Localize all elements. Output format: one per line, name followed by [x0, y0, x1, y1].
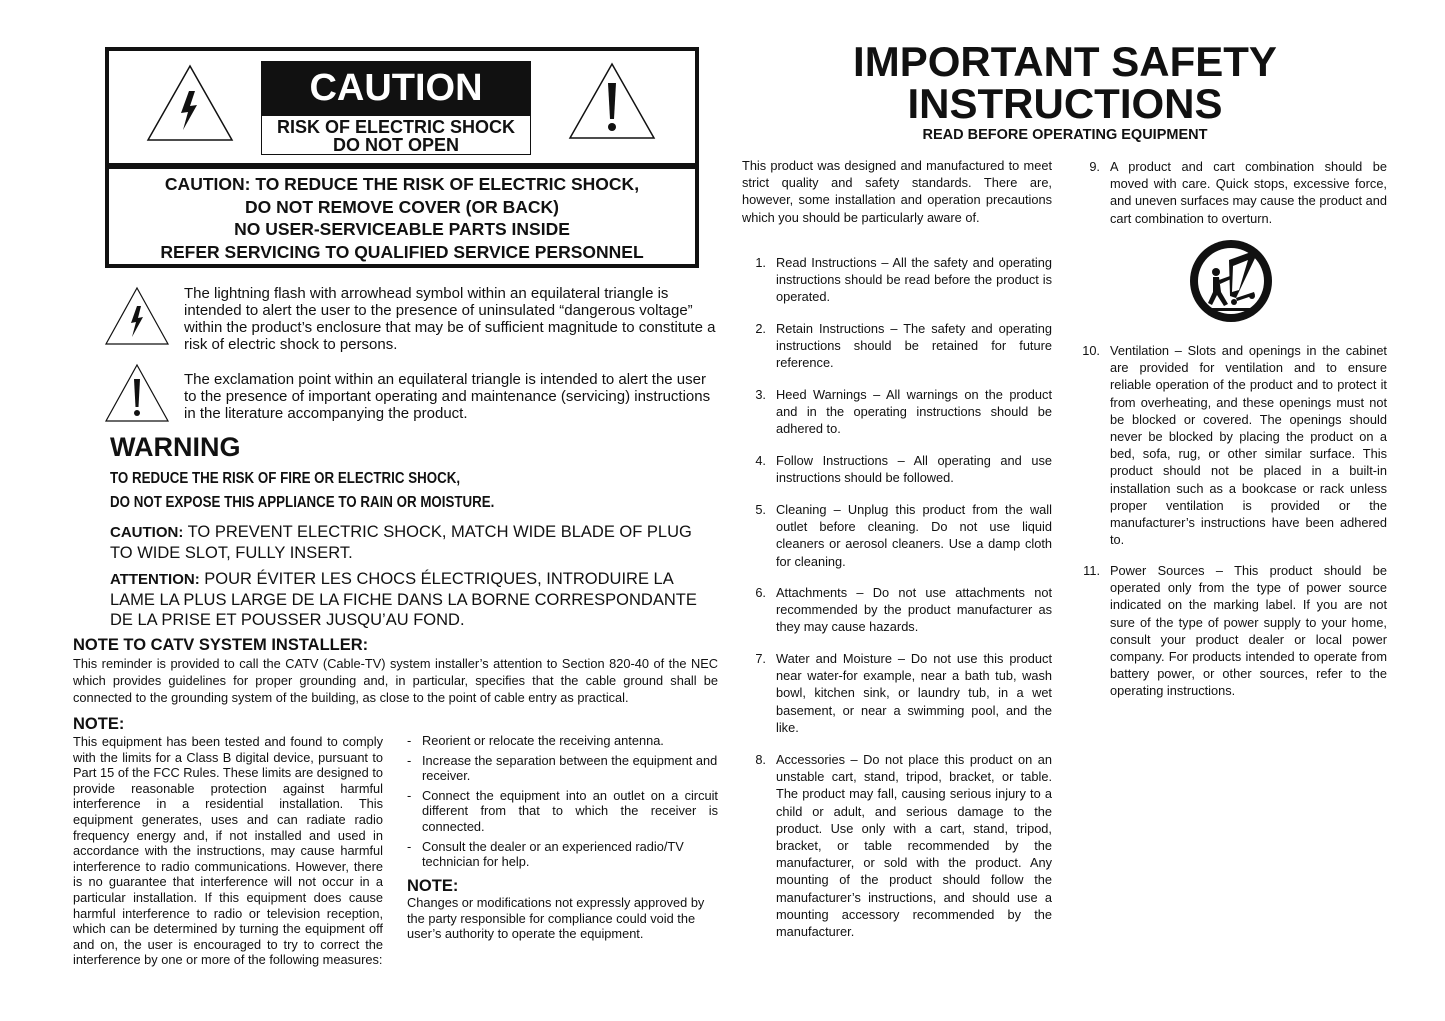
- safety-subtitle: READ BEFORE OPERATING EQUIPMENT: [922, 127, 1208, 143]
- caution-title: CAUTION: [261, 61, 531, 115]
- instruction-text: Power Sources – This product should be operated only from the type of power source indicated on the marking label. If you are not sure of the type of power supply to your home, consult your product dealer or local power company. For products intended to operate from battery power, or other sources, refer to the operating instructions.: [1110, 563, 1387, 699]
- list-item: [407, 733, 718, 749]
- instruction-number: 2.: [755, 321, 766, 336]
- attention-french: [110, 569, 718, 630]
- instruction-text: Retain Instructions – The safety and operating instructions should be retained for future reference.: [776, 321, 1052, 371]
- instruction-number: 10.: [1082, 343, 1100, 358]
- cart-tipover-icon: [1186, 238, 1276, 324]
- caution-line: NO USER-SERVICEABLE PARTS INSIDE: [234, 219, 570, 239]
- fcc-note-body: This equipment has been tested and found to comply with the limits for a Class B digital device, pursuant to Part 15 of the FCC Rules. These limits are designed to provide reasonable protection against harmful interference in a residential installation. This equipment generates, uses and can radiate radio frequency energy and, if not installed and used in accordance with the instructions, may cause harmful interference to radio communications. However, there is no guarantee that interference will not occur in a particular installation. If this equipment does cause harmful interference to radio or television reception, which can be determined by turning the equipment off and on, the user is encouraged to try to correct the interference by one or more of the following measures:: [73, 734, 383, 968]
- measure-text: Increase the separation between the equipment and receiver.: [422, 752, 718, 784]
- dash-bullet: -: [407, 733, 412, 748]
- instruction-number: 7.: [755, 651, 766, 666]
- caution-subtitle: [261, 115, 531, 155]
- caution-lines: [109, 173, 695, 263]
- exclamation-warning-icon: [567, 61, 657, 141]
- instruction-number: 11.: [1083, 563, 1100, 578]
- instruction-text: Cleaning – Unplug this product from the wall outlet before cleaning. Do not use liquid cleaners or aerosol cleaners. Use a damp cloth for cleaning.: [776, 502, 1052, 569]
- list-item: [407, 839, 718, 870]
- instruction-number: 3.: [755, 387, 766, 402]
- catv-title: NOTE TO CATV SYSTEM INSTALLER:: [73, 636, 369, 654]
- instruction-text: Follow Instructions – All operating and use instructions should be followed.: [776, 453, 1052, 486]
- list-item: [407, 753, 718, 784]
- instruction-text: Ventilation – Slots and openings in the cabinet are provided for ventilation and to ensure reliable operation of the product and to protect it from overheating, and these openings must not be blocked or covered. The openings should never be blocked by placing the product on a bed, sofa, rug, or other similar surface. This product should not be placed in a built-in installation such as a bookcase or rack unless proper ventilation is provided or the manufacturer’s instructions have been adhered to.: [1110, 343, 1387, 548]
- note2-title: NOTE:: [407, 877, 459, 895]
- list-item: [407, 788, 718, 835]
- exclamation-symbol-description: The exclamation point within an equilateral triangle is intended to alert the user to the presence of important operating and maintenance (servicing) instructions in the literature accompanying the product.: [184, 371, 711, 422]
- instruction-number: 4.: [755, 453, 766, 468]
- instruction-number: 1.: [755, 255, 766, 270]
- interference-measures: [407, 733, 718, 874]
- caution-sub-line1: RISK OF ELECTRIC SHOCK: [276, 117, 515, 137]
- safety-intro: This product was designed and manufactured to meet strict quality and safety standards. There are, however, some installation and operation precautions which you should be particularly aware of.: [742, 158, 1052, 225]
- instruction-text: Read Instructions – All the safety and operating instructions should be read before the product is operated.: [776, 255, 1052, 305]
- measure-text: Connect the equipment into an outlet on a circuit different from that to which the receiver is connected.: [422, 787, 718, 834]
- dash-bullet: -: [407, 838, 412, 854]
- dash-bullet: -: [407, 787, 412, 803]
- instruction-text: Attachments – Do not use attachments not recommended by the product manufacturer as they may cause hazards.: [776, 585, 1052, 635]
- measure-text: Reorient or relocate the receiving antenna.: [422, 733, 664, 748]
- exclamation-warning-icon: [104, 363, 170, 423]
- instruction-text: Water and Moisture – Do not use this product near water-for example, near a bath tub, wash bowl, kitchen sink, or laundry tub, in a wet basement, or near a swimming pool, and the like.: [776, 651, 1052, 735]
- caution-line: REFER SERVICING TO QUALIFIED SERVICE PERSONNEL: [160, 241, 644, 262]
- lightning-symbol-description: The lightning flash with arrowhead symbol within an equilateral triangle is intended to alert the user to the presence of uninsulated “dangerous voltage” within the product’s enclosure that may be of sufficient magnitude to constitute a risk of electric shock to persons.: [184, 285, 716, 353]
- note2-body: Changes or modifications not expressly approved by the party responsible for compliance could void the user’s authority to operate the equipment.: [407, 895, 705, 942]
- dash-bullet: -: [407, 752, 412, 768]
- catv-body: This reminder is provided to call the CATV (Cable-TV) system installer’s attention to Section 820-40 of the NEC which provides guidelines for proper grounding and, in particular, specifies that the cable ground shall be connected to the grounding system of the building, as close to the point of cable entry as practical.: [73, 656, 718, 706]
- warning-line: DO NOT EXPOSE THIS APPLIANCE TO RAIN OR MOISTURE.: [110, 494, 495, 511]
- attention-label: ATTENTION:: [110, 571, 200, 588]
- instruction-text: Heed Warnings – All warnings on the product and in the operating instructions should be adhered to.: [776, 387, 1052, 437]
- safety-title-line2: INSTRUCTIONS: [907, 80, 1223, 127]
- caution-sub-line2: DO NOT OPEN: [332, 135, 459, 155]
- instruction-text: Accessories – Do not place this product on an unstable cart, stand, tripod, bracket, or table. The product may fall, causing serious injury to a child or adult, and serious damage to the product. Use only with a cart, stand, tripod, bracket, or table recommended by the manufacturer, or sold with the product. Any mounting of the product should follow the manufacturer’s instructions, and should use a mounting accessory recommended by the manufacturer.: [776, 752, 1052, 940]
- caution-divider: [109, 163, 695, 169]
- caution-box: [105, 47, 699, 268]
- warning-title: WARNING: [110, 432, 241, 462]
- instruction-text: A product and cart combination should be moved with care. Quick stops, excessive force, and uneven surfaces may cause the product and cart combination to overturn.: [1110, 159, 1387, 226]
- plug-caution: [110, 522, 718, 563]
- caution-line: DO NOT REMOVE COVER (OR BACK): [244, 196, 560, 217]
- measure-text: Consult the dealer or an experienced radio/TV technician for help.: [422, 838, 684, 870]
- caution-label: CAUTION:: [110, 524, 184, 541]
- lightning-warning-icon: [104, 286, 170, 346]
- instruction-number: 6.: [755, 585, 766, 600]
- lightning-warning-icon: [145, 63, 235, 143]
- caution-line: CAUTION: TO REDUCE THE RISK OF ELECTRIC SHOCK,: [164, 174, 640, 194]
- note-title: NOTE:: [73, 715, 125, 733]
- safety-title-line1: IMPORTANT SAFETY: [853, 38, 1277, 85]
- instruction-number: 8.: [755, 752, 766, 767]
- attention-text: POUR ÉVITER LES CHOCS ÉLECTRIQUES, INTRODUIRE LA LAME LA PLUS LARGE DE LA FICHE DANS LA BORNE CORRESPONDANTE DE LA PRISE ET POUSSER JUSQU’AU FOND.: [110, 570, 697, 629]
- warning-line: TO REDUCE THE RISK OF FIRE OR ELECTRIC SHOCK,: [110, 470, 461, 487]
- safety-title: [780, 38, 1350, 127]
- caution-text: TO PREVENT ELECTRIC SHOCK, MATCH WIDE BLADE OF PLUG TO WIDE SLOT, FULLY INSERT.: [110, 523, 692, 562]
- instruction-number: 9.: [1089, 159, 1100, 174]
- instruction-number: 5.: [755, 502, 766, 517]
